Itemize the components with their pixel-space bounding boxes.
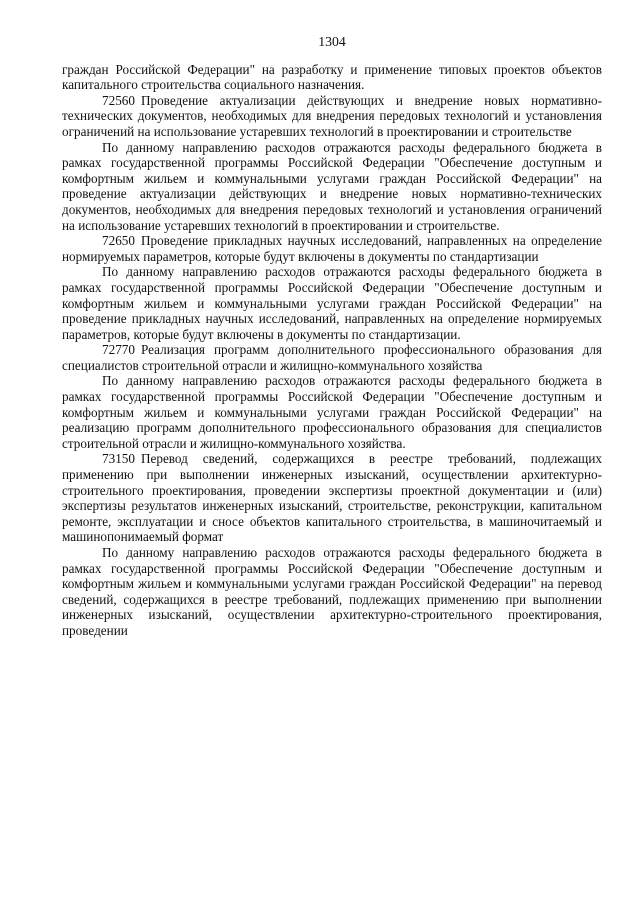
paragraph-text: По данному направлению расходов отражаются расходы федерального бюджета в рамках государственной программы Российской Федерации "Обеспечение доступным и комфортным жильем и коммунальными услугами граждан Российской Федерации" на перевод сведений, содержащихся в реестре требований, подлежащих применению при выполнении инженерных изысканий, осуществлении архитектурно-строительного проектирования, проведении xyxy=(62,545,602,638)
expense-code: 73150 xyxy=(102,451,135,467)
expense-code: 72770 xyxy=(102,342,135,358)
expense-code: 72650 xyxy=(102,233,135,249)
section-heading-73150 xyxy=(62,451,602,545)
expense-code: 72560 xyxy=(102,92,135,108)
document-page xyxy=(62,34,602,639)
section-heading-text: Реализация программ дополнительного профессионального образования для специалистов строительной отрасли и жилищно-коммунального хозяйства xyxy=(62,342,602,373)
section-heading-72650 xyxy=(62,233,602,264)
section-heading-72560 xyxy=(62,93,602,140)
paragraph-text: граждан Российской Федерации" на разработку и применение типовых проектов объектов капитального строительства социального назначения. xyxy=(62,61,602,93)
section-heading-text: Проведение прикладных научных исследований, направленных на определение нормируемых параметров, которые будут включены в документы по стандартизации xyxy=(62,233,602,264)
paragraph-text: По данному направлению расходов отражаются расходы федерального бюджета в рамках государственной программы Российской Федерации "Обеспечение доступным и комфортным жильем и коммунальными услугами граждан Российской Федерации" на проведение актуализации действующих и внедрение новых нормативно-технических документов, необходимых для внедрения передовых технологий и установления ограничений на использование устаревших технологий в проектировании и строительстве. xyxy=(62,139,602,233)
section-heading-text: Перевод сведений, содержащихся в реестре требований, подлежащих применению при выполнении инженерных изысканий, осуществлении архитектурно-строительного проектирования, проведении экспертизы проектной документации и (или) экспертизы результатов инженерных изысканий, строительстве, реконструкции, капитальном ремонте, эксплуатации и сносе объектов капитального строительства, в машиночитаемый и машинопонимаемый формат xyxy=(62,451,602,545)
page-number: 1304 xyxy=(318,34,346,49)
section-heading-text: Проведение актуализации действующих и внедрение новых нормативно-технических документов, необходимых для внедрения передовых технологий и установления ограничений на использование устаревших технологий в проектировании и строительстве xyxy=(62,92,602,139)
section-heading-72770 xyxy=(62,342,602,373)
section-body-72560 xyxy=(62,140,602,234)
section-body-72770 xyxy=(62,373,602,451)
section-body-73150 xyxy=(62,545,602,639)
paragraph-continuation xyxy=(62,62,602,93)
paragraph-text: По данному направлению расходов отражаются расходы федерального бюджета в рамках государственной программы Российской Федерации "Обеспечение доступным и комфортным жильем и коммунальными услугами граждан Российской Федерации" на реализацию программ дополнительного профессионального образования для специалистов строительной отрасли и жилищно-коммунального хозяйства. xyxy=(62,373,602,451)
paragraph-text: По данному направлению расходов отражаются расходы федерального бюджета в рамках государственной программы Российской Федерации "Обеспечение доступным и комфортным жильем и коммунальными услугами граждан Российской Федерации" на проведение прикладных научных исследований, направленных на определение нормируемых параметров, которые будут включены в документы по стандартизации. xyxy=(62,264,602,342)
section-body-72650 xyxy=(62,264,602,342)
